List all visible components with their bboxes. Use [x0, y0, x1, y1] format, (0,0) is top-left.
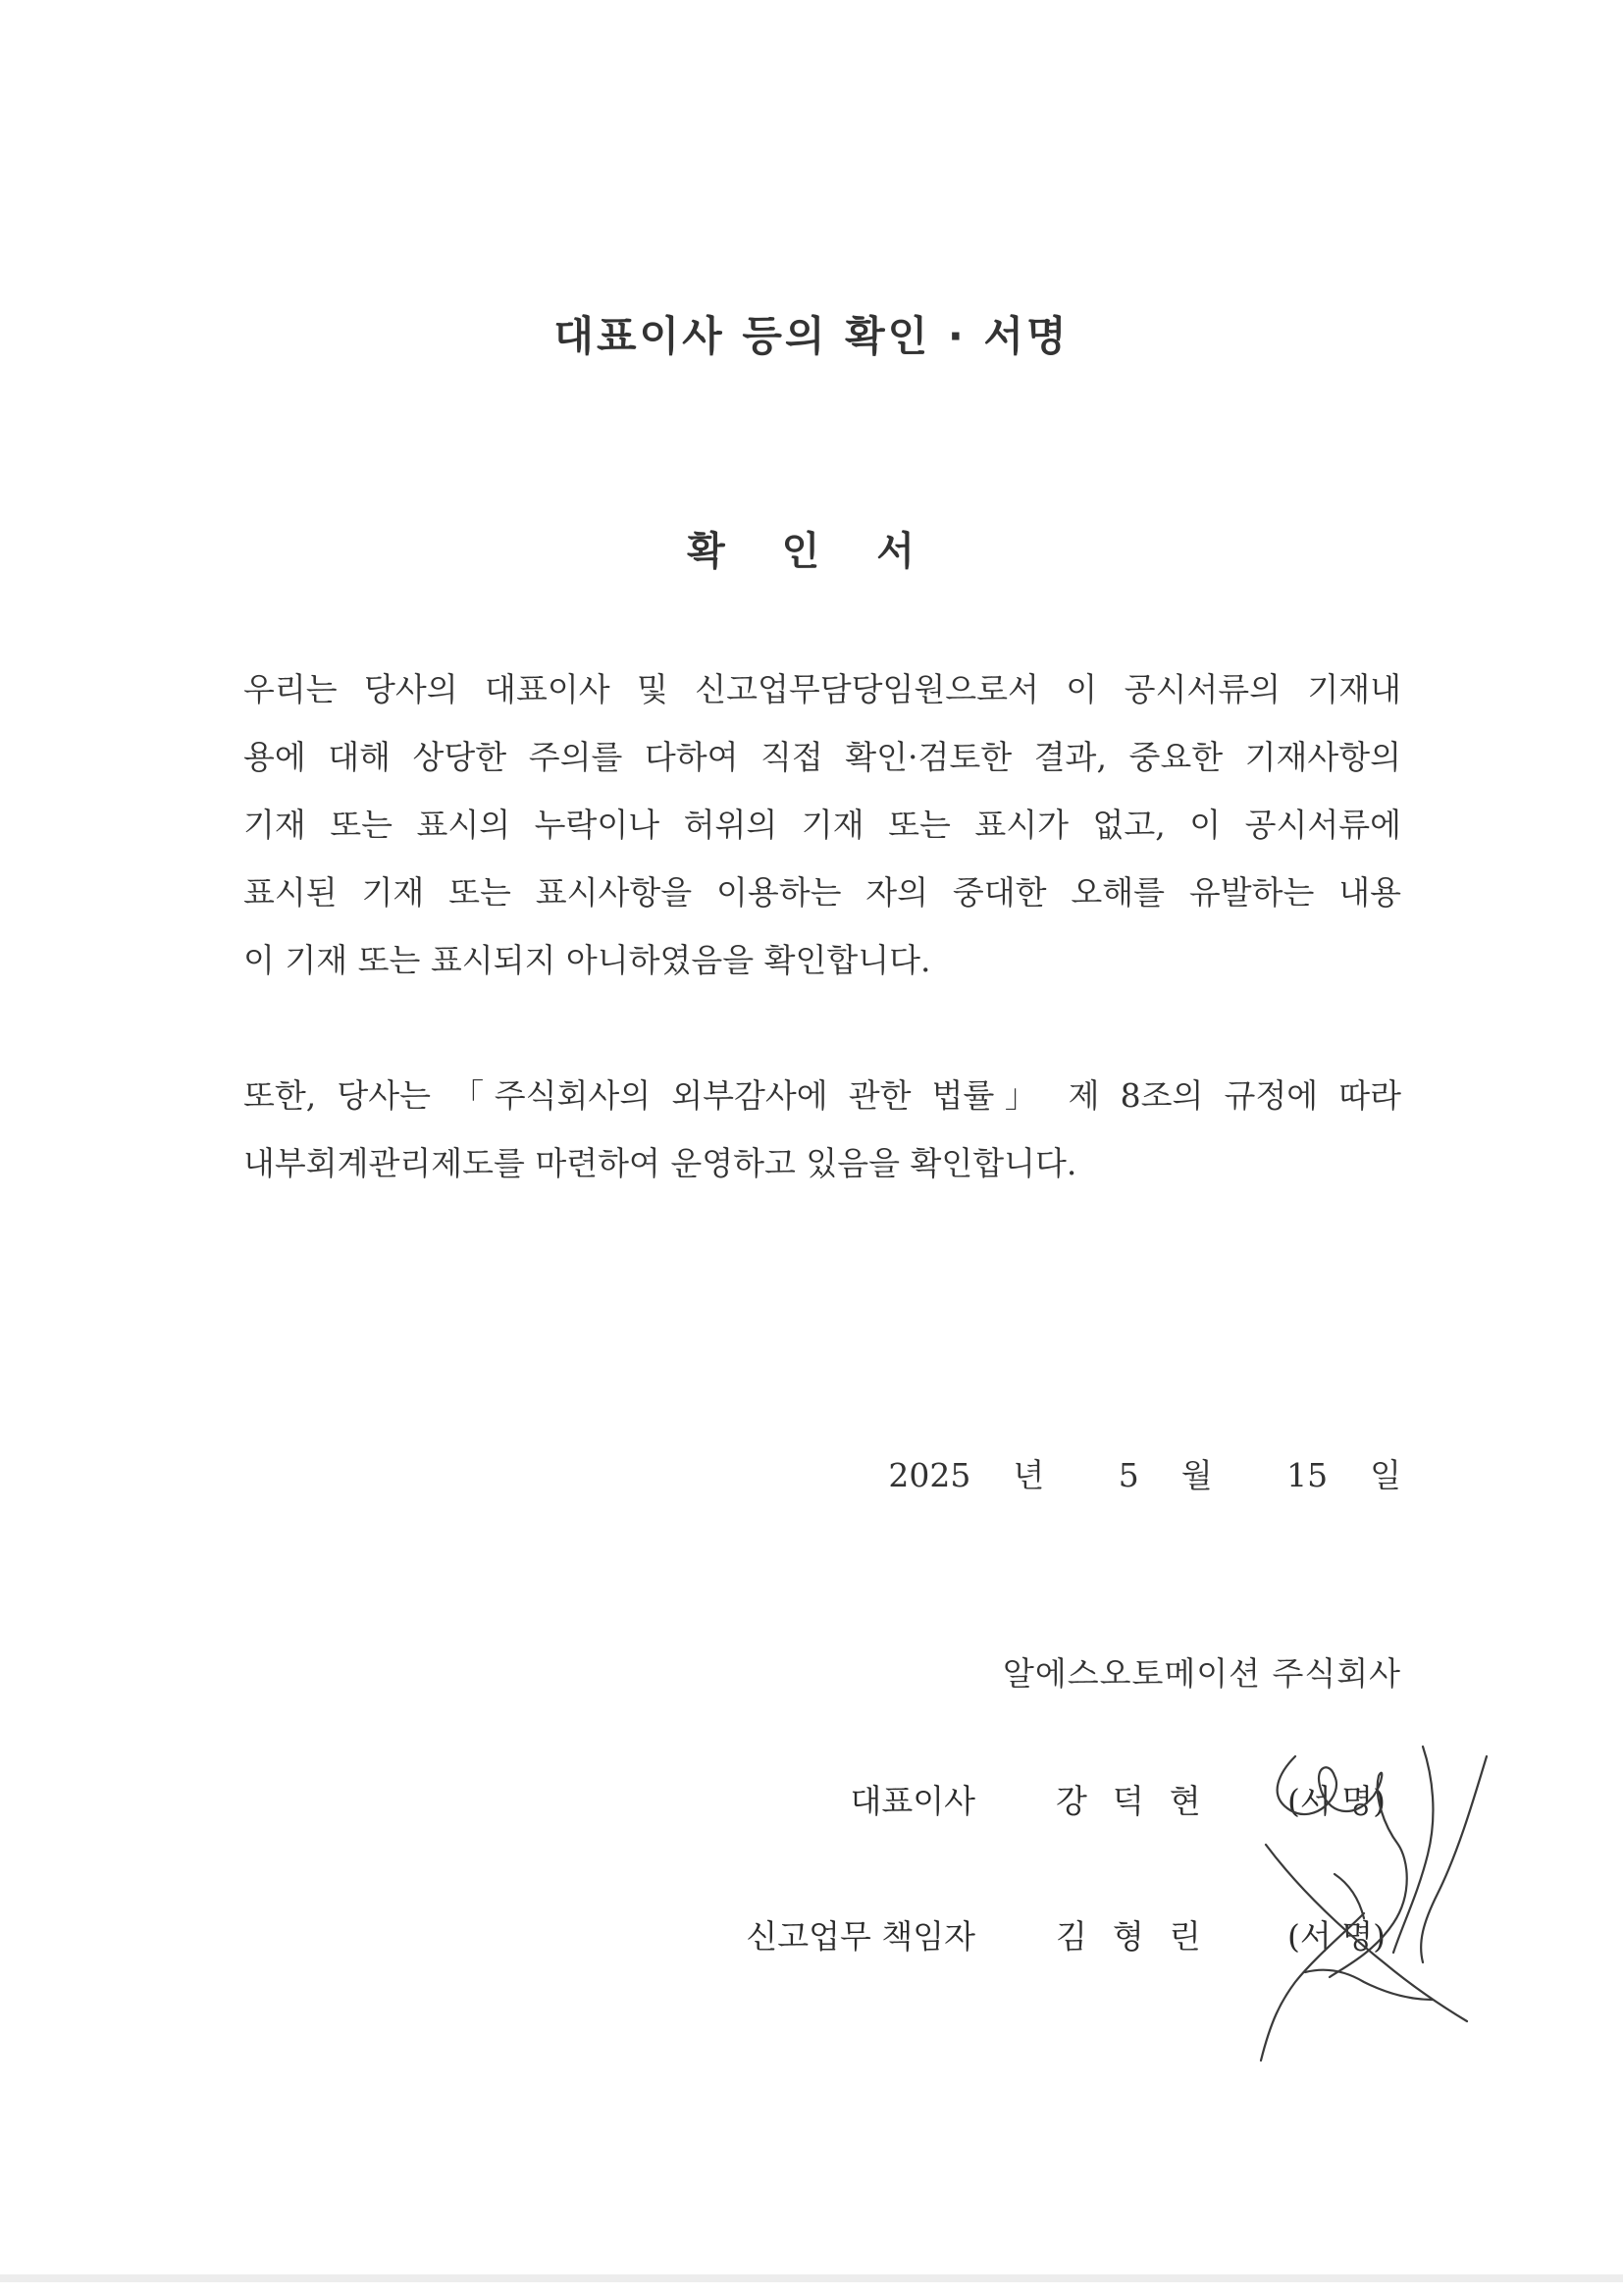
signer-role: 신고업무 책임자 — [746, 1917, 975, 1956]
document-subtitle: 확 인 서 — [687, 529, 936, 574]
date-year: 2025 — [888, 1456, 971, 1494]
paragraph-line: 표시된 기재 또는 표시사항을 이용하는 자의 중대한 오해를 유발하는 내용 — [243, 873, 1401, 912]
paragraph-line: 내부회계관리제도를 마련하여 운영하고 있음을 확인합니다. — [243, 1144, 1077, 1182]
paragraph-line: 또한, 당사는 「주식회사의 외부감사에 관한 법률」 제 8조의 규정에 따라 — [243, 1076, 1401, 1115]
signer-name: 강덕현 — [1056, 1782, 1227, 1820]
date-year-unit: 년 — [1013, 1456, 1045, 1494]
date-day: 15 — [1286, 1456, 1329, 1494]
date-day-unit: 일 — [1370, 1456, 1401, 1494]
handwritten-signature-icon — [1236, 1737, 1492, 2070]
internal-control-paragraph — [243, 1062, 1401, 1197]
confirmation-paragraph — [243, 655, 1401, 994]
paragraph-line: 우리는 당사의 대표이사 및 신고업무담당임원으로서 이 공시서류의 기재내 — [243, 670, 1401, 708]
signer-name: 김형린 — [1056, 1917, 1227, 1956]
paragraph-line: 기재 또는 표시의 누락이나 허위의 기재 또는 표시가 없고, 이 공시서류에 — [243, 806, 1401, 844]
document-title: 대표이사 등의 확인 · 서명 — [553, 312, 1070, 360]
date-month: 5 — [1118, 1456, 1139, 1494]
signer-role: 대표이사 — [850, 1782, 975, 1820]
document-date — [888, 1450, 1401, 1496]
date-month-unit: 월 — [1180, 1456, 1213, 1494]
signature-placeholder: (서 명) — [1287, 1782, 1386, 1820]
signature-placeholder: (서 명) — [1287, 1917, 1386, 1956]
company-name: 알에스오토메이션 주식회사 — [1002, 1654, 1401, 1693]
paragraph-line: 용에 대해 상당한 주의를 다하여 직접 확인·검토한 결과, 중요한 기재사항의 — [243, 738, 1401, 776]
scan-edge — [0, 2274, 1623, 2282]
paragraph-line: 이 기재 또는 표시되지 아니하였음을 확인합니다. — [243, 941, 931, 979]
